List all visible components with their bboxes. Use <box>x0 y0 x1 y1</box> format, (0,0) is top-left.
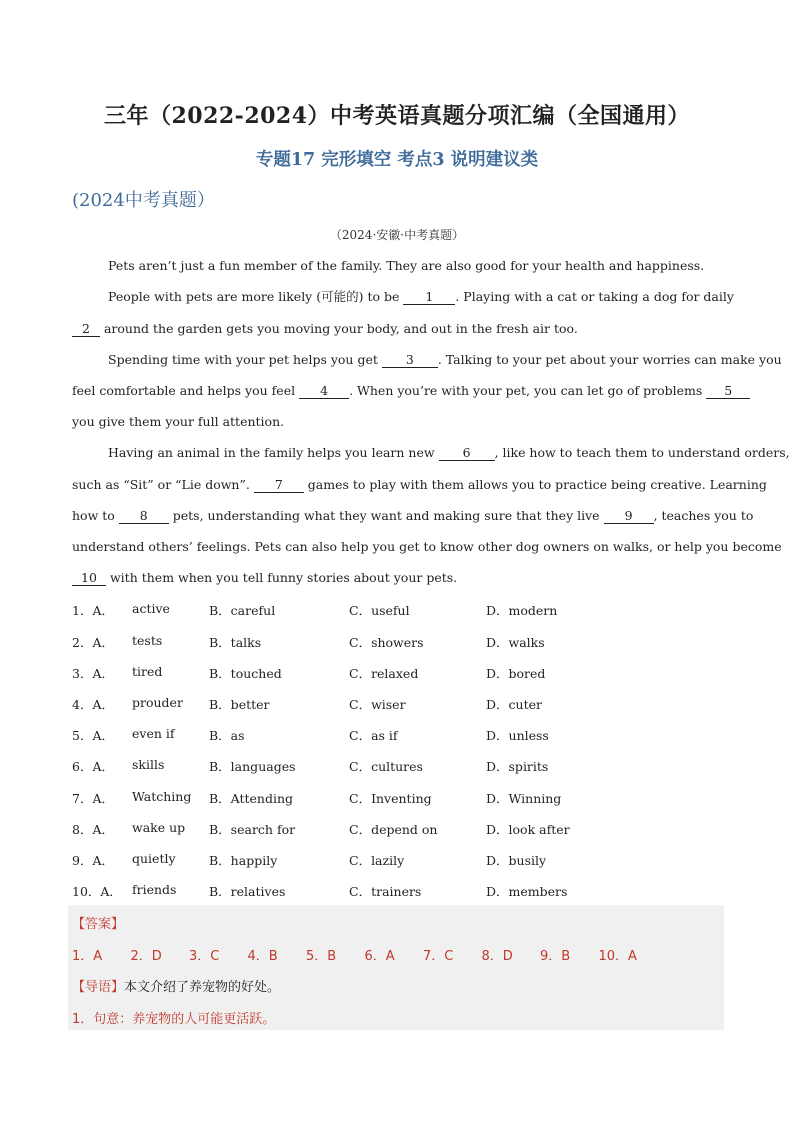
answer-key: 1．A <box>72 949 103 964</box>
passage-line: how to 8 pets, understanding what they want and making sure that they live 9 , teaches you to <box>72 508 754 523</box>
question-number: 8．A． <box>72 822 114 837</box>
option-c: C．showers <box>349 635 424 650</box>
passage-line: Having an animal in the family helps you learn new 6 , like how to teach them to understand orders, <box>108 445 790 460</box>
answer-key: 8．D <box>481 949 513 964</box>
blank-6: 6 <box>439 446 495 461</box>
option-c: C．wiser <box>349 697 406 712</box>
question-number: 3．A． <box>72 666 114 681</box>
answer-key: 2．D <box>130 949 162 964</box>
question-number: 1．A． <box>72 603 114 618</box>
question-number: 6．A． <box>72 759 114 774</box>
option-d: D．Winning <box>486 791 562 806</box>
passage-line: 2 around the garden gets you moving your body, and out in the fresh air too. <box>72 321 722 337</box>
answer-key: 10．A <box>598 949 637 964</box>
option-a: active <box>132 601 170 616</box>
guide-line <box>72 976 280 995</box>
option-b: B．better <box>209 697 270 712</box>
answer-key: 9．B <box>540 949 571 964</box>
option-a: wake up <box>132 820 186 835</box>
option-d: D．members <box>486 884 568 899</box>
passage-line: 10 with them when you tell funny stories about your pets. <box>72 570 722 586</box>
option-c: C．relaxed <box>349 666 419 681</box>
passage-line: People with pets are more likely (可能的) to be 1 . Playing with a cat or taking a dog for daily <box>108 289 734 304</box>
blank-3: 3 <box>382 353 438 368</box>
option-a: tests <box>132 633 163 648</box>
answer-label: 【答案】 <box>72 917 125 932</box>
answer-keys <box>72 945 722 963</box>
question-number: 7．A． <box>72 791 114 806</box>
option-c: C．as if <box>349 728 398 743</box>
option-c: C．cultures <box>349 759 423 774</box>
guide-text: 本文介绍了养宠物的好处。 <box>124 980 281 995</box>
passage-line: Pets aren’t just a fun member of the family. They are also good for your health and happiness. <box>108 258 705 273</box>
answer-key: 6．A <box>364 949 395 964</box>
section-heading: (2024中考真题） <box>72 190 215 211</box>
option-a: friends <box>132 882 177 897</box>
option-c: C．lazily <box>349 853 405 868</box>
passage-line: understand others’ feelings. Pets can also help you get to know other dog owners on walks, or help you become <box>72 539 782 554</box>
passage-line: you give them your full attention. <box>72 414 285 429</box>
option-a: skills <box>132 757 165 772</box>
topic-subtitle: 专题17 完形填空 考点3 说明建议类 <box>255 150 539 170</box>
option-c: C．depend on <box>349 822 438 837</box>
answer-key: 7．C <box>423 949 454 964</box>
option-d: D．spirits <box>486 759 549 774</box>
option-d: D．modern <box>486 603 558 618</box>
question-source: （2024·安徽·中考真题） <box>329 228 465 242</box>
question-number: 10．A． <box>72 884 122 899</box>
option-a: tired <box>132 664 163 679</box>
passage-line: such as “Sit” or “Lie down”. 7 games to play with them allows you to practice being creative. Learning <box>72 477 767 492</box>
passage-line: feel comfortable and helps you feel 4 . When you’re with your pet, you can let go of problems 5 <box>72 383 722 399</box>
passage-line: Spending time with your pet helps you get 3 . Talking to your pet about your worries can make you <box>108 352 782 367</box>
blank-10: 10 <box>72 571 106 586</box>
option-a: prouder <box>132 695 183 710</box>
option-c: C．useful <box>349 603 410 618</box>
question-number: 5．A． <box>72 728 114 743</box>
blank-1: 1 <box>403 290 455 305</box>
option-d: D．busily <box>486 853 547 868</box>
answer-key: 5．B <box>306 949 337 964</box>
option-b: B．languages <box>209 759 296 774</box>
answer-key: 3．C <box>189 949 220 964</box>
option-b: B．touched <box>209 666 282 681</box>
option-d: D．walks <box>486 635 545 650</box>
option-d: D．cuter <box>486 697 542 712</box>
question-number: 2．A． <box>72 635 114 650</box>
blank-4: 4 <box>299 384 349 399</box>
option-b: B．search for <box>209 822 296 837</box>
question-number: 4．A． <box>72 697 114 712</box>
blank-8: 8 <box>119 509 169 524</box>
option-b: B．talks <box>209 635 262 650</box>
option-b: B．happily <box>209 853 278 868</box>
option-b: B．Attending <box>209 791 294 806</box>
blank-2: 2 <box>72 322 100 337</box>
option-b: B．as <box>209 728 245 743</box>
document-title: 三年（2022-2024）中考英语真题分项汇编（全国通用） <box>103 103 691 129</box>
option-d: D．unless <box>486 728 549 743</box>
blank-7: 7 <box>254 478 304 493</box>
option-a: even if <box>132 726 175 741</box>
option-d: D．look after <box>486 822 570 837</box>
guide-label: 【导语】 <box>72 980 125 995</box>
option-a: quietly <box>132 851 176 866</box>
explanation-note: 1．句意：养宠物的人可能更活跃。 <box>72 1012 276 1027</box>
option-a: Watching <box>132 789 192 804</box>
answer-key: 4．B <box>247 949 278 964</box>
blank-9: 9 <box>604 509 654 524</box>
blank-5: 5 <box>706 384 750 399</box>
option-c: C．trainers <box>349 884 422 899</box>
option-d: D．bored <box>486 666 546 681</box>
option-b: B．careful <box>209 603 276 618</box>
option-c: C．Inventing <box>349 791 432 806</box>
question-number: 9．A． <box>72 853 114 868</box>
option-b: B．relatives <box>209 884 286 899</box>
